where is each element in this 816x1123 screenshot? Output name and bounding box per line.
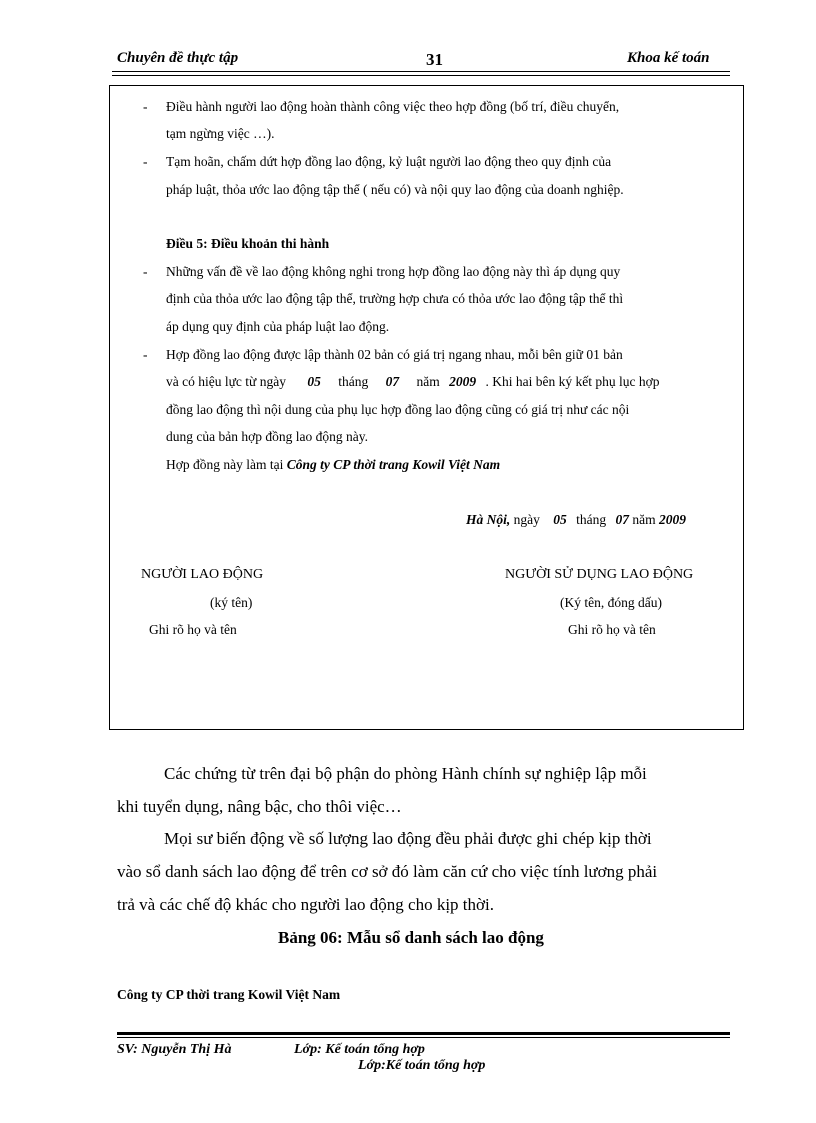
contract-text: năm xyxy=(632,512,656,527)
contract-text: . Khi hai bên ký kết phụ lục hợp xyxy=(485,374,660,389)
made-at-line xyxy=(166,457,500,473)
contract-text: tháng xyxy=(576,512,607,527)
footer-student: SV: Nguyễn Thị Hà xyxy=(117,1042,232,1057)
contract-text: và có hiệu lực từ ngày xyxy=(166,374,286,389)
signing-day: 05 xyxy=(553,512,567,527)
body-line: khi tuyển dụng, nâng bậc, cho thôi việc… xyxy=(117,797,402,816)
bullet-dash: - xyxy=(143,99,148,114)
effective-month: 07 xyxy=(385,374,400,389)
made-at-prefix: Hợp đồng này làm tại xyxy=(166,457,284,472)
signing-year: 2009 xyxy=(659,512,687,527)
contract-line: pháp luật, thỏa ước lao động tập thể ( nếu có) và nội quy lao động của doanh nghiệp. xyxy=(166,182,624,197)
article-5-title: Điều 5: Điều khoản thi hành xyxy=(166,236,330,251)
contract-line: áp dụng quy định của pháp luật lao động. xyxy=(166,319,390,334)
effective-day: 05 xyxy=(307,374,321,389)
contract-line-date xyxy=(166,374,659,390)
body-line: Các chứng từ trên đại bộ phận do phòng Hành chính sự nghiệp lập mỗi xyxy=(164,764,647,783)
employee-signature-title: NGƯỜI LAO ĐỘNG xyxy=(141,567,264,582)
contract-line: Điều hành người lao động hoàn thành công việc theo hợp đồng (bố trí, điều chuyển, xyxy=(166,99,620,114)
bullet-dash: - xyxy=(143,264,148,279)
contract-line: đồng lao động thì nội dung của phụ lục hợp đồng lao động cũng có giá trị như các nội xyxy=(166,402,630,417)
contract-line: tạm ngừng việc …). xyxy=(166,126,275,141)
body-line: vào sổ danh sách lao động để trên cơ sở đó làm căn cứ cho việc tính lương phải xyxy=(117,862,658,881)
contract-text: năm xyxy=(416,374,440,389)
effective-year: 2009 xyxy=(449,374,477,389)
contract-line: định của thỏa ước lao động tập thể, trường hợp chưa có thỏa ước lao động tập thể thì xyxy=(166,291,624,306)
employer-signature-title: NGƯỜI SỬ DỤNG LAO ĐỘNG xyxy=(505,567,694,582)
signing-date-line xyxy=(466,512,686,528)
signing-place: Hà Nội, xyxy=(466,512,511,527)
contract-line: Tạm hoãn, chấm dứt hợp đồng lao động, kỷ luật người lao động theo quy định của xyxy=(166,154,612,169)
footer-class-repeat: Lớp:Kế toán tổng hợp xyxy=(358,1058,486,1073)
header-rule-bottom xyxy=(112,75,730,76)
footer-class: Lớp: Kế toán tổng hợp xyxy=(294,1042,425,1057)
bullet-dash: - xyxy=(143,154,148,169)
employer-name-note: Ghi rõ họ và tên xyxy=(568,622,656,637)
company-label: Công ty CP thời trang Kowil Việt Nam xyxy=(117,987,341,1002)
footer-rule-thick xyxy=(117,1032,730,1035)
employer-sign-note: (Ký tên, đóng dấu) xyxy=(560,595,662,610)
bullet-dash: - xyxy=(143,347,148,362)
made-at-company: Công ty CP thời trang Kowil Việt Nam xyxy=(286,457,501,472)
contract-text: tháng xyxy=(338,374,369,389)
contract-line: dung của bản hợp đồng lao động này. xyxy=(166,429,368,444)
header-left-title: Chuyên đề thực tập xyxy=(117,50,239,66)
signing-month: 07 xyxy=(615,512,630,527)
header-rule-top xyxy=(112,71,730,72)
header-right-title: Khoa kế toán xyxy=(627,50,710,66)
contract-line: Những vấn đề về lao động không nghi trong hợp đồng lao động này thì áp dụng quy xyxy=(166,264,621,279)
page-number: 31 xyxy=(426,50,443,69)
contract-text: ngày xyxy=(513,512,540,527)
employee-name-note: Ghi rõ họ và tên xyxy=(149,622,237,637)
table-title: Bảng 06: Mẫu sổ danh sách lao động xyxy=(278,928,544,947)
footer-rule-thin xyxy=(117,1037,730,1038)
contract-line: Hợp đồng lao động được lập thành 02 bản có giá trị ngang nhau, mỗi bên giữ 01 bản xyxy=(166,347,623,362)
employee-sign-note: (ký tên) xyxy=(210,595,253,610)
body-line: trả và các chế độ khác cho người lao động cho kịp thời. xyxy=(117,895,494,914)
body-line: Mọi sư biến động về số lượng lao động đều phải được ghi chép kịp thời xyxy=(164,829,652,848)
